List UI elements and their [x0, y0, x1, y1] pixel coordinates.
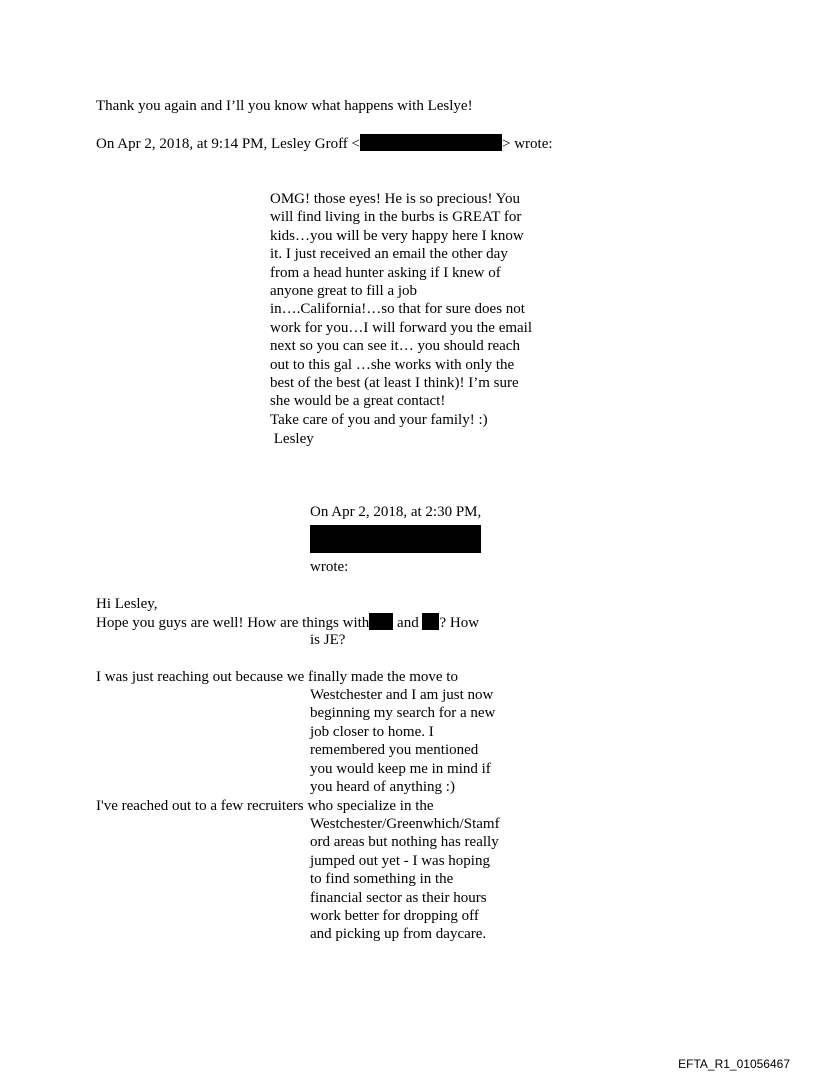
reply-header: [96, 134, 553, 154]
bates-number: EFTA_R1_01056467: [678, 1057, 790, 1071]
hope-line-text-b: and: [393, 615, 423, 631]
lesley-message-body: OMG! those eyes! He is so precious! You will find living in the burbs is GREAT for kids…you will be very happy here I know it. I just received an email the other day from a head hunter asking if I knew of anyone great to fill a job in….California!…so that for sure does not work for you…I will forward you the email next so you can see it… you should reach out to this gal …she works with only the best of the best (at least I think)! I’m sure she would be a great contact! Take care of you and your family! :): [270, 191, 533, 428]
is-je-line: is JE?: [310, 632, 346, 648]
hope-line-text-c: ? How: [439, 615, 480, 631]
intro-line: Thank you again and I’ll you know what happens with Leslye!: [96, 98, 473, 114]
quoted-header-line: On Apr 2, 2018, at 2:30 PM,: [310, 504, 482, 520]
paragraph-2-first-line: I've reached out to a few recruiters who specialize in the: [96, 798, 434, 814]
paragraph-2-body: Westchester/Greenwhich/Stamf ord areas but nothing has really jumped out yet - I was hoping to find something in the financial sector as their hours work better for dropping off and picking up from daycare.: [310, 816, 500, 943]
redacted-name-1: [369, 613, 393, 630]
reply-header-prefix: On Apr 2, 2018, at 9:14 PM, Lesley Groff <: [96, 136, 360, 152]
hope-line-text-a: Hope you guys are well! How are things with: [96, 615, 370, 631]
redacted-email-address: [360, 134, 502, 151]
paragraph-1-first-line: I was just reaching out because we finally made the move to: [96, 669, 458, 685]
greeting: Hi Lesley,: [96, 596, 158, 612]
reply-header-suffix: > wrote:: [502, 136, 553, 152]
lesley-signature: Lesley: [270, 431, 314, 447]
redacted-sender-block: [310, 525, 481, 553]
paragraph-1-body: Westchester and I am just now beginning my search for a new job closer to home. I remembered you mentioned you would keep me in mind if you heard of anything :): [310, 687, 496, 796]
quoted-header-wrote: wrote:: [310, 559, 349, 575]
redacted-name-2: [422, 613, 439, 630]
hope-line: [96, 613, 479, 633]
